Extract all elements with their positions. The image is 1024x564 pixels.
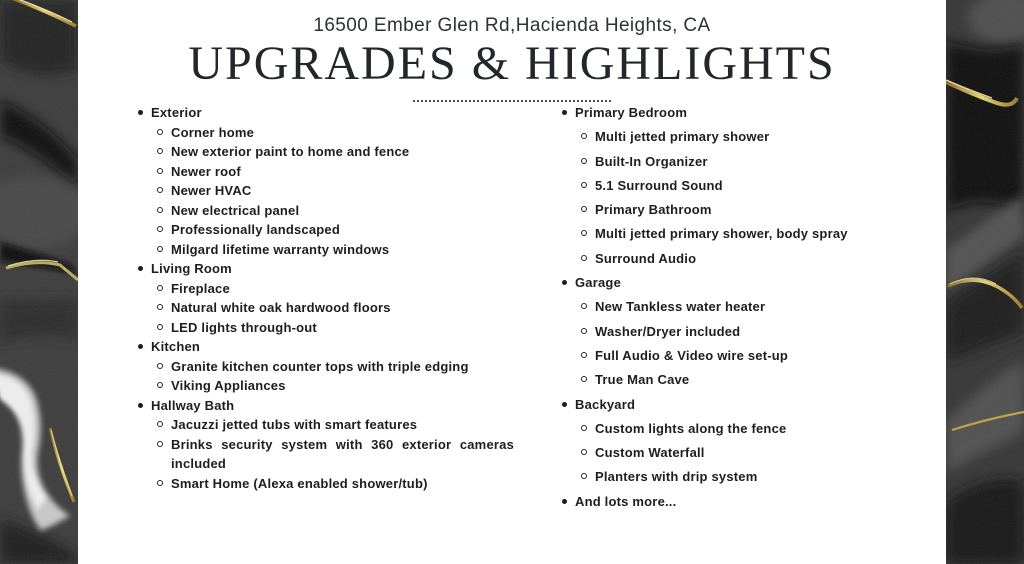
list-item xyxy=(157,220,514,240)
section-heading-label: Exterior xyxy=(151,105,202,120)
list-item xyxy=(157,318,514,338)
section-heading xyxy=(560,273,942,293)
list-item-label: Built-In Organizer xyxy=(595,153,708,169)
list-item xyxy=(157,474,514,494)
circle-bullet-icon xyxy=(157,129,163,135)
circle-bullet-icon xyxy=(157,304,163,310)
list-item xyxy=(581,346,942,366)
section-heading-label: Hallway Bath xyxy=(151,397,235,413)
circle-bullet-icon xyxy=(581,352,587,358)
circle-bullet-icon xyxy=(581,376,587,382)
list-item xyxy=(581,176,942,196)
list-item-label: Brinks security system with 360 exterior cameras included xyxy=(171,436,514,471)
circle-bullet-icon xyxy=(157,148,163,154)
bullet-icon xyxy=(562,499,567,504)
right-marble-accent-bar xyxy=(946,0,1024,564)
list-item xyxy=(581,322,942,342)
list-item xyxy=(581,443,942,463)
list-item-label: Washer/Dryer included xyxy=(595,323,741,339)
list-item-label: Smart Home (Alexa enabled shower/tub) xyxy=(171,475,428,491)
circle-bullet-icon xyxy=(581,182,587,188)
dotted-divider xyxy=(413,100,611,102)
section-heading xyxy=(560,103,942,123)
circle-bullet-icon xyxy=(157,168,163,174)
list-item-label: New exterior paint to home and fence xyxy=(171,144,410,159)
list-item-label: Custom Waterfall xyxy=(595,445,705,461)
list-item-label: Full Audio & Video wire set-up xyxy=(595,347,789,363)
circle-bullet-icon xyxy=(581,328,587,334)
section-heading-label: Garage xyxy=(575,275,622,291)
circle-bullet-icon xyxy=(157,421,163,427)
circle-bullet-icon xyxy=(157,246,163,252)
section-heading xyxy=(136,337,514,357)
list-item xyxy=(581,127,942,147)
page-title: UPGRADES & HIGHLIGHTS xyxy=(188,37,836,90)
list-item xyxy=(581,152,942,172)
circle-bullet-icon xyxy=(581,133,587,139)
circle-bullet-icon xyxy=(157,363,163,369)
list-item-label: Milgard lifetime warranty windows xyxy=(171,241,390,257)
list-item-label: Multi jetted primary shower xyxy=(595,129,770,145)
section-heading-label: Backyard xyxy=(575,396,636,412)
bullet-icon xyxy=(562,280,567,285)
section-heading xyxy=(136,396,514,416)
circle-bullet-icon xyxy=(581,473,587,479)
list-item-label: Custom lights along the fence xyxy=(595,420,787,436)
list-item xyxy=(157,123,514,143)
section-heading-label: Kitchen xyxy=(151,339,201,354)
bullet-icon xyxy=(138,266,143,271)
list-item-label: Fireplace xyxy=(171,280,230,296)
bullet-icon xyxy=(562,402,567,407)
list-item xyxy=(581,200,942,220)
circle-bullet-icon xyxy=(581,425,587,431)
list-item-label: True Man Cave xyxy=(595,372,690,388)
property-address: 16500 Ember Glen Rd,Hacienda Heights, CA xyxy=(313,15,711,36)
circle-bullet-icon xyxy=(157,207,163,213)
list-item xyxy=(157,435,514,474)
list-item xyxy=(157,142,514,162)
list-item-label: LED lights through-out xyxy=(171,319,317,335)
list-item xyxy=(581,419,942,439)
section-heading-label: Living Room xyxy=(151,261,232,276)
section-heading xyxy=(560,492,942,512)
left-marble-accent-bar xyxy=(0,0,78,564)
flyer-header xyxy=(78,0,946,107)
list-item xyxy=(157,240,514,260)
bullet-icon xyxy=(138,403,143,408)
circle-bullet-icon xyxy=(581,158,587,164)
list-item xyxy=(157,376,514,396)
list-item xyxy=(157,201,514,221)
section-heading xyxy=(136,103,514,123)
circle-bullet-icon xyxy=(581,303,587,309)
circle-bullet-icon xyxy=(581,255,587,261)
list-item xyxy=(157,162,514,182)
list-item-label: Primary Bathroom xyxy=(595,202,712,218)
bullet-icon xyxy=(138,344,143,349)
list-item xyxy=(581,297,942,317)
circle-bullet-icon xyxy=(581,449,587,455)
list-item-label: New electrical panel xyxy=(171,202,300,218)
circle-bullet-icon xyxy=(157,285,163,291)
list-item xyxy=(157,415,514,435)
circle-bullet-icon xyxy=(581,206,587,212)
list-item xyxy=(157,298,514,318)
list-item-label: Corner home xyxy=(171,124,255,140)
list-item xyxy=(581,249,942,269)
circle-bullet-icon xyxy=(157,187,163,193)
circle-bullet-icon xyxy=(157,480,163,486)
circle-bullet-icon xyxy=(157,441,163,447)
list-item-label: Jacuzzi jetted tubs with smart features xyxy=(171,417,418,432)
circle-bullet-icon xyxy=(157,324,163,330)
list-item xyxy=(157,181,514,201)
list-item-label: Surround Audio xyxy=(595,250,697,266)
circle-bullet-icon xyxy=(157,226,163,232)
list-item-label: Natural white oak hardwood floors xyxy=(171,300,391,315)
list-item-label: Viking Appliances xyxy=(171,378,286,393)
section-heading xyxy=(560,395,942,415)
list-item-label: Professionally landscaped xyxy=(171,222,341,237)
list-item-label: Granite kitchen counter tops with triple edging xyxy=(171,358,469,374)
circle-bullet-icon xyxy=(157,382,163,388)
list-item xyxy=(157,279,514,299)
list-item-label: 5.1 Surround Sound xyxy=(595,177,723,193)
column-left xyxy=(136,103,514,493)
section-heading-label: Primary Bedroom xyxy=(575,105,688,120)
list-item-label: Newer HVAC xyxy=(171,183,252,198)
list-item-label: Newer roof xyxy=(171,163,241,179)
list-item xyxy=(581,370,942,390)
list-item xyxy=(157,357,514,377)
bullet-icon xyxy=(562,110,567,115)
list-item xyxy=(581,467,942,487)
list-item-label: New Tankless water heater xyxy=(595,299,766,315)
circle-bullet-icon xyxy=(581,230,587,236)
section-heading xyxy=(136,259,514,279)
list-item xyxy=(581,224,942,244)
column-right xyxy=(560,103,942,516)
list-item-label: Planters with drip system xyxy=(595,469,758,485)
section-heading-label: And lots more... xyxy=(575,493,677,509)
list-item-label: Multi jetted primary shower, body spray xyxy=(595,226,848,242)
bullet-icon xyxy=(138,110,143,115)
